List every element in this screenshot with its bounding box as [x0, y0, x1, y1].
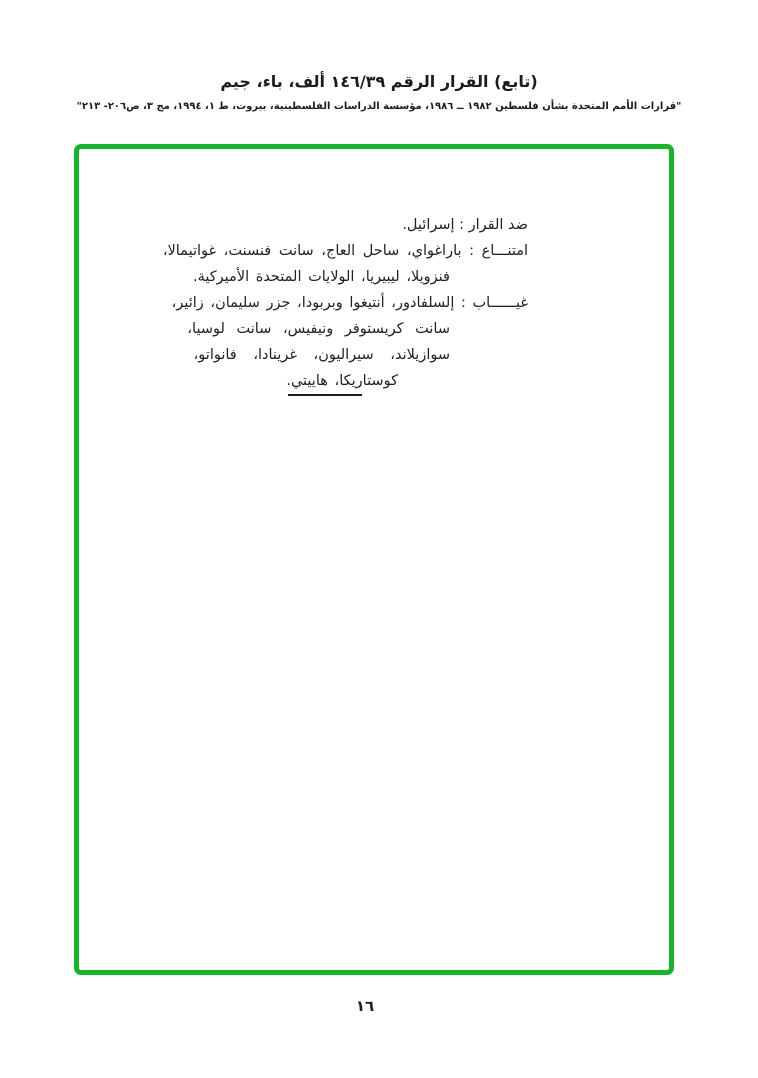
absent-line-4: كوستاريكا، هاييتي.	[286, 373, 398, 389]
vote-record-block	[140, 212, 528, 394]
end-of-text-divider	[288, 394, 362, 396]
page-number: ١٦	[355, 997, 375, 1015]
absent-line-3: سوازيلاند، سيراليون، غرينادا، فانواتو،	[193, 347, 450, 363]
abstain-line-2: فنزويلا، ليبيريا، الولايات المتحدة الأميركية.	[193, 269, 450, 285]
absent-line-1: غيــــــاب : إلسلفادور، أنتيغوا وبربودا، جزر سليمان، زائير،	[171, 295, 528, 311]
document-title: (تابع) القرار الرقم ١٤٦/٣٩ ألف، باء، جيم	[220, 72, 538, 91]
against-line: ضد القرار : إسرائيل.	[402, 217, 528, 233]
abstain-line-1: امتنـــاع : باراغواي، ساحل العاج، سانت فنسنت، غواتيمالا،	[162, 243, 528, 259]
absent-line-2: سانت كريستوفر ونيفيس، سانت لوسيا،	[187, 321, 450, 337]
source-citation-line: "قرارات الأمم المتحدة بشأن فلسطين ١٩٨٢ ــ ١٩٨٦، مؤسسة الدراسات الفلسطينية، بيروت، ط ١، ١٩٩٤، مج ٣، ص٢٠٦- ٢١٣"	[76, 101, 682, 112]
